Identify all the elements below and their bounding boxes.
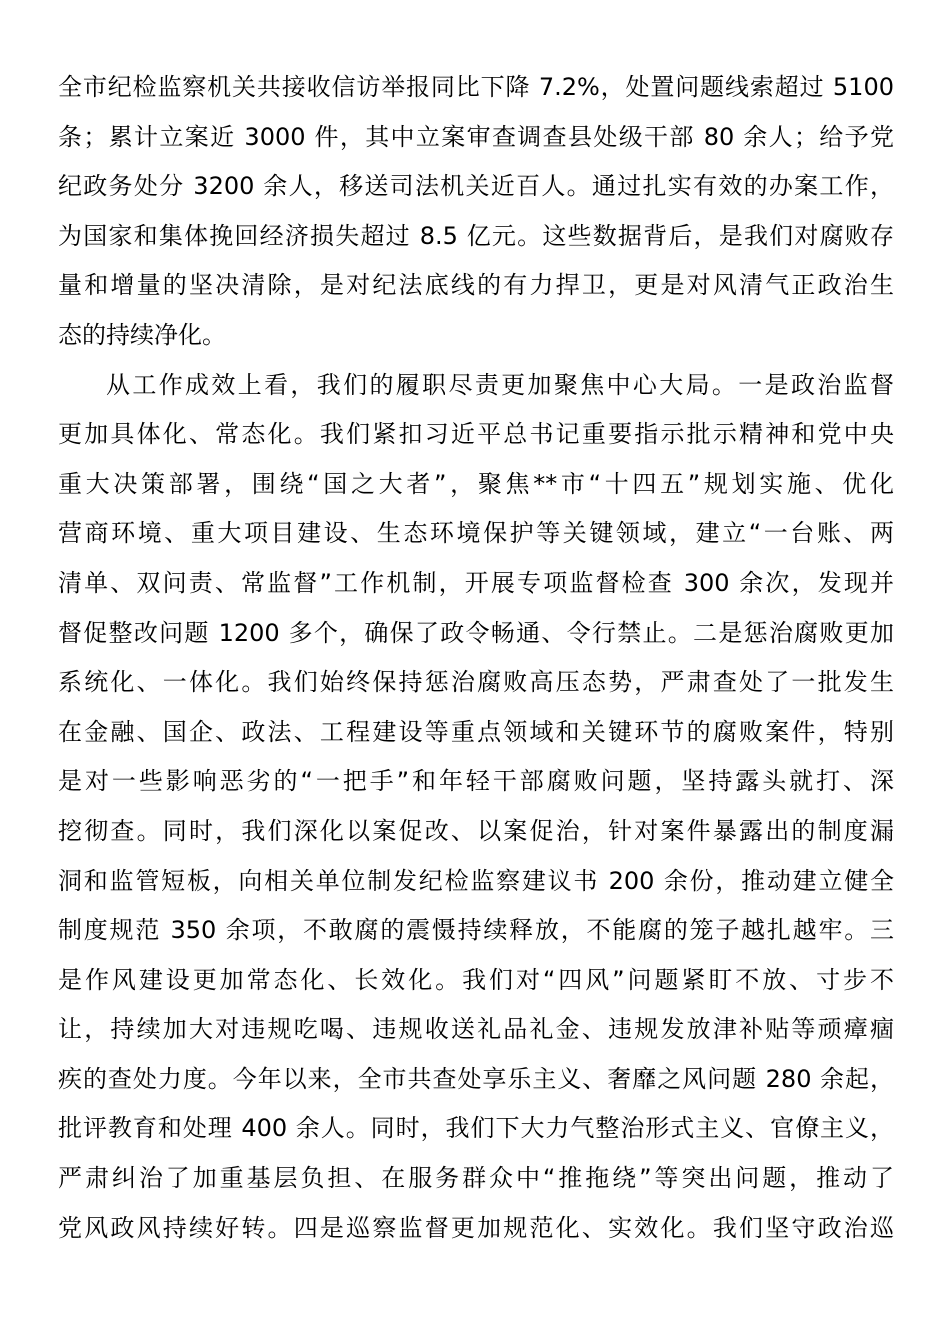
text-line: 是对一些影响恶劣的“一把手”和年轻干部腐败问题，坚持露头就打、深 xyxy=(58,767,894,796)
text-line: 量和增量的坚决清除，是对纪法底线的有力捍卫，更是对风清气正政治生 xyxy=(58,271,894,300)
paragraph-1 xyxy=(58,63,894,361)
text-line: 重大决策部署，围绕“国之大者”，聚焦**市“十四五”规划实施、优化 xyxy=(58,469,894,498)
text-line: 为国家和集体挽回经济损失超过 8.5 亿元。这些数据背后，是我们对腐败存 xyxy=(58,221,894,250)
text-line: 让，持续加大对违规吃喝、违规收送礼品礼金、违规发放津补贴等顽瘴痼 xyxy=(58,1015,894,1044)
text-line: 是作风建设更加常态化、长效化。我们对“四风”问题紧盯不放、寸步不 xyxy=(58,965,894,994)
text-line: 从工作成效上看，我们的履职尽责更加聚焦中心大局。一是政治监督 xyxy=(106,370,894,399)
text-line: 批评教育和处理 400 余人。同时，我们下大力气整治形式主义、官僚主义， xyxy=(58,1114,894,1143)
text-line: 更加具体化、常态化。我们紧扣习近平总书记重要指示批示精神和党中央 xyxy=(58,420,894,449)
text-line: 制度规范 350 余项，不敢腐的震慑持续释放，不能腐的笼子越扎越牢。三 xyxy=(58,916,894,945)
document-page xyxy=(58,63,894,1253)
text-line: 系统化、一体化。我们始终保持惩治腐败高压态势，严肃查处了一批发生 xyxy=(58,668,894,697)
text-line: 全市纪检监察机关共接收信访举报同比下降 7.2%，处置问题线索超过 5100 xyxy=(58,73,894,101)
text-line: 严肃纠治了加重基层负担、在服务群众中“推拖绕”等突出问题，推动了 xyxy=(58,1164,894,1193)
text-line: 洞和监管短板，向相关单位制发纪检监察建议书 200 余份，推动建立健全 xyxy=(58,866,894,895)
text-line: 清单、双问责、常监督”工作机制，开展专项监督检查 300 余次，发现并 xyxy=(58,568,894,597)
text-line: 疾的查处力度。今年以来，全市共查处享乐主义、奢靡之风问题 280 余起， xyxy=(58,1064,894,1093)
text-line: 督促整改问题 1200 多个，确保了政令畅通、令行禁止。二是惩治腐败更加 xyxy=(58,618,894,647)
text-line: 在金融、国企、政法、工程建设等重点领域和关键环节的腐败案件，特别 xyxy=(58,717,894,746)
text-line: 纪政务处分 3200 余人，移送司法机关近百人。通过扎实有效的办案工作， xyxy=(58,172,894,201)
text-line: 挖彻查。同时，我们深化以案促改、以案促治，针对案件暴露出的制度漏 xyxy=(58,816,894,845)
text-line: 党风政风持续好转。四是巡察监督更加规范化、实效化。我们坚守政治巡 xyxy=(58,1213,894,1242)
text-line: 条；累计立案近 3000 件，其中立案审查调查县处级干部 80 余人；给予党 xyxy=(58,122,894,151)
text-line: 营商环境、重大项目建设、生态环境保护等关键领域，建立“一台账、两 xyxy=(58,519,894,548)
text-line: 态的持续净化。 xyxy=(58,320,226,349)
paragraph-2 xyxy=(58,361,894,1254)
